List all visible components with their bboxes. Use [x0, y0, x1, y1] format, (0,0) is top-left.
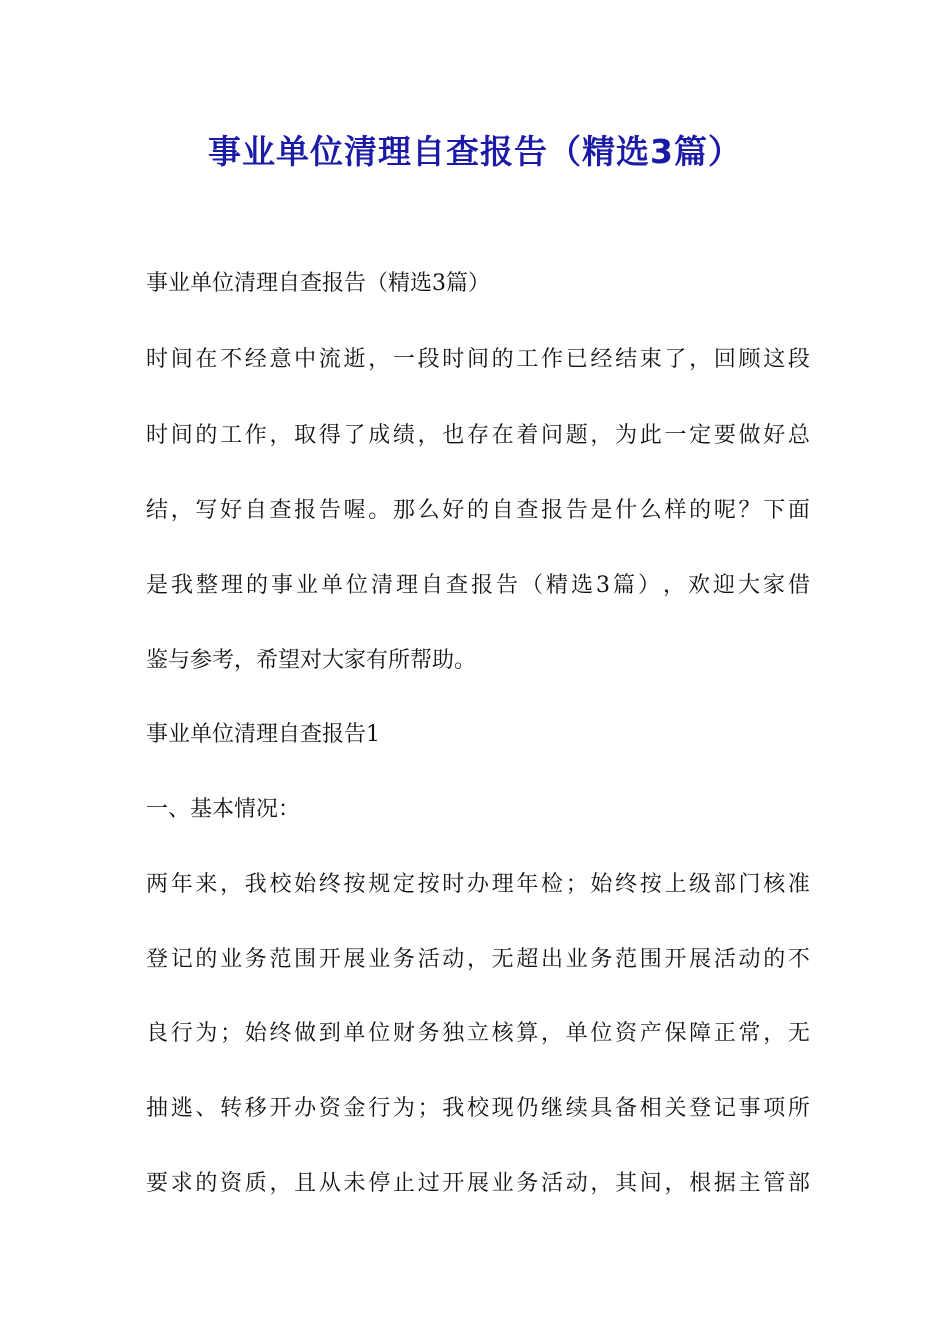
document-line: 良 行 为 ； 始 终 做 到 单 位 财 务 独 立 核 算 ， 单 位 资 产 保 障 正 常 ， 无 [146, 1021, 810, 1046]
document-line: 一、基本情况： [146, 797, 301, 822]
document-line: 时 间 的 工 作 ， 取 得 了 成 绩 ， 也 存 在 着 问 题 ， 为 此 一 定 要 做 好 总 [146, 423, 810, 448]
document-line: 时 间 在 不 经 意 中 流 逝 ， 一 段 时 间 的 工 作 已 经 结 束 了 ， 回 顾 这 段 [146, 347, 810, 372]
document-line: 事业单位清理自查报告（精选3篇） [146, 271, 490, 296]
document-line: 登 记 的 业 务 范 围 开 展 业 务 活 动 ， 无 超 出 业 务 范 围 开 展 活 动 的 不 [146, 947, 810, 972]
document-line: 两 年 来 ， 我 校 始 终 按 规 定 按 时 办 理 年 检 ； 始 终 按 上 级 部 门 核 准 [146, 872, 810, 897]
document-line: 结 ， 写 好 自 查 报 告 喔 。 那 么 好 的 自 查 报 告 是 什 么 样 的 呢 ？ 下 面 [146, 498, 810, 523]
document-line: 事业单位清理自查报告1 [146, 722, 380, 747]
document-line: 是 我 整 理 的 事 业 单 位 清 理 自 查 报 告 （ 精 选 3 篇 ） ， 欢 迎 大 家 借 [146, 573, 810, 598]
document-title: 事业单位清理自查报告（精选3篇） [208, 132, 742, 171]
document-line: 要 求 的 资 质 ， 且 从 未 停 止 过 开 展 业 务 活 动 ， 其 间 ， 根 据 主 管 部 [146, 1171, 810, 1196]
document-line: 鉴与参考，希望对大家有所帮助。 [146, 648, 477, 673]
document-line: 抽 逃 、 转 移 开 办 资 金 行 为 ； 我 校 现 仍 继 续 具 备 相 关 登 记 事 项 所 [146, 1096, 810, 1121]
